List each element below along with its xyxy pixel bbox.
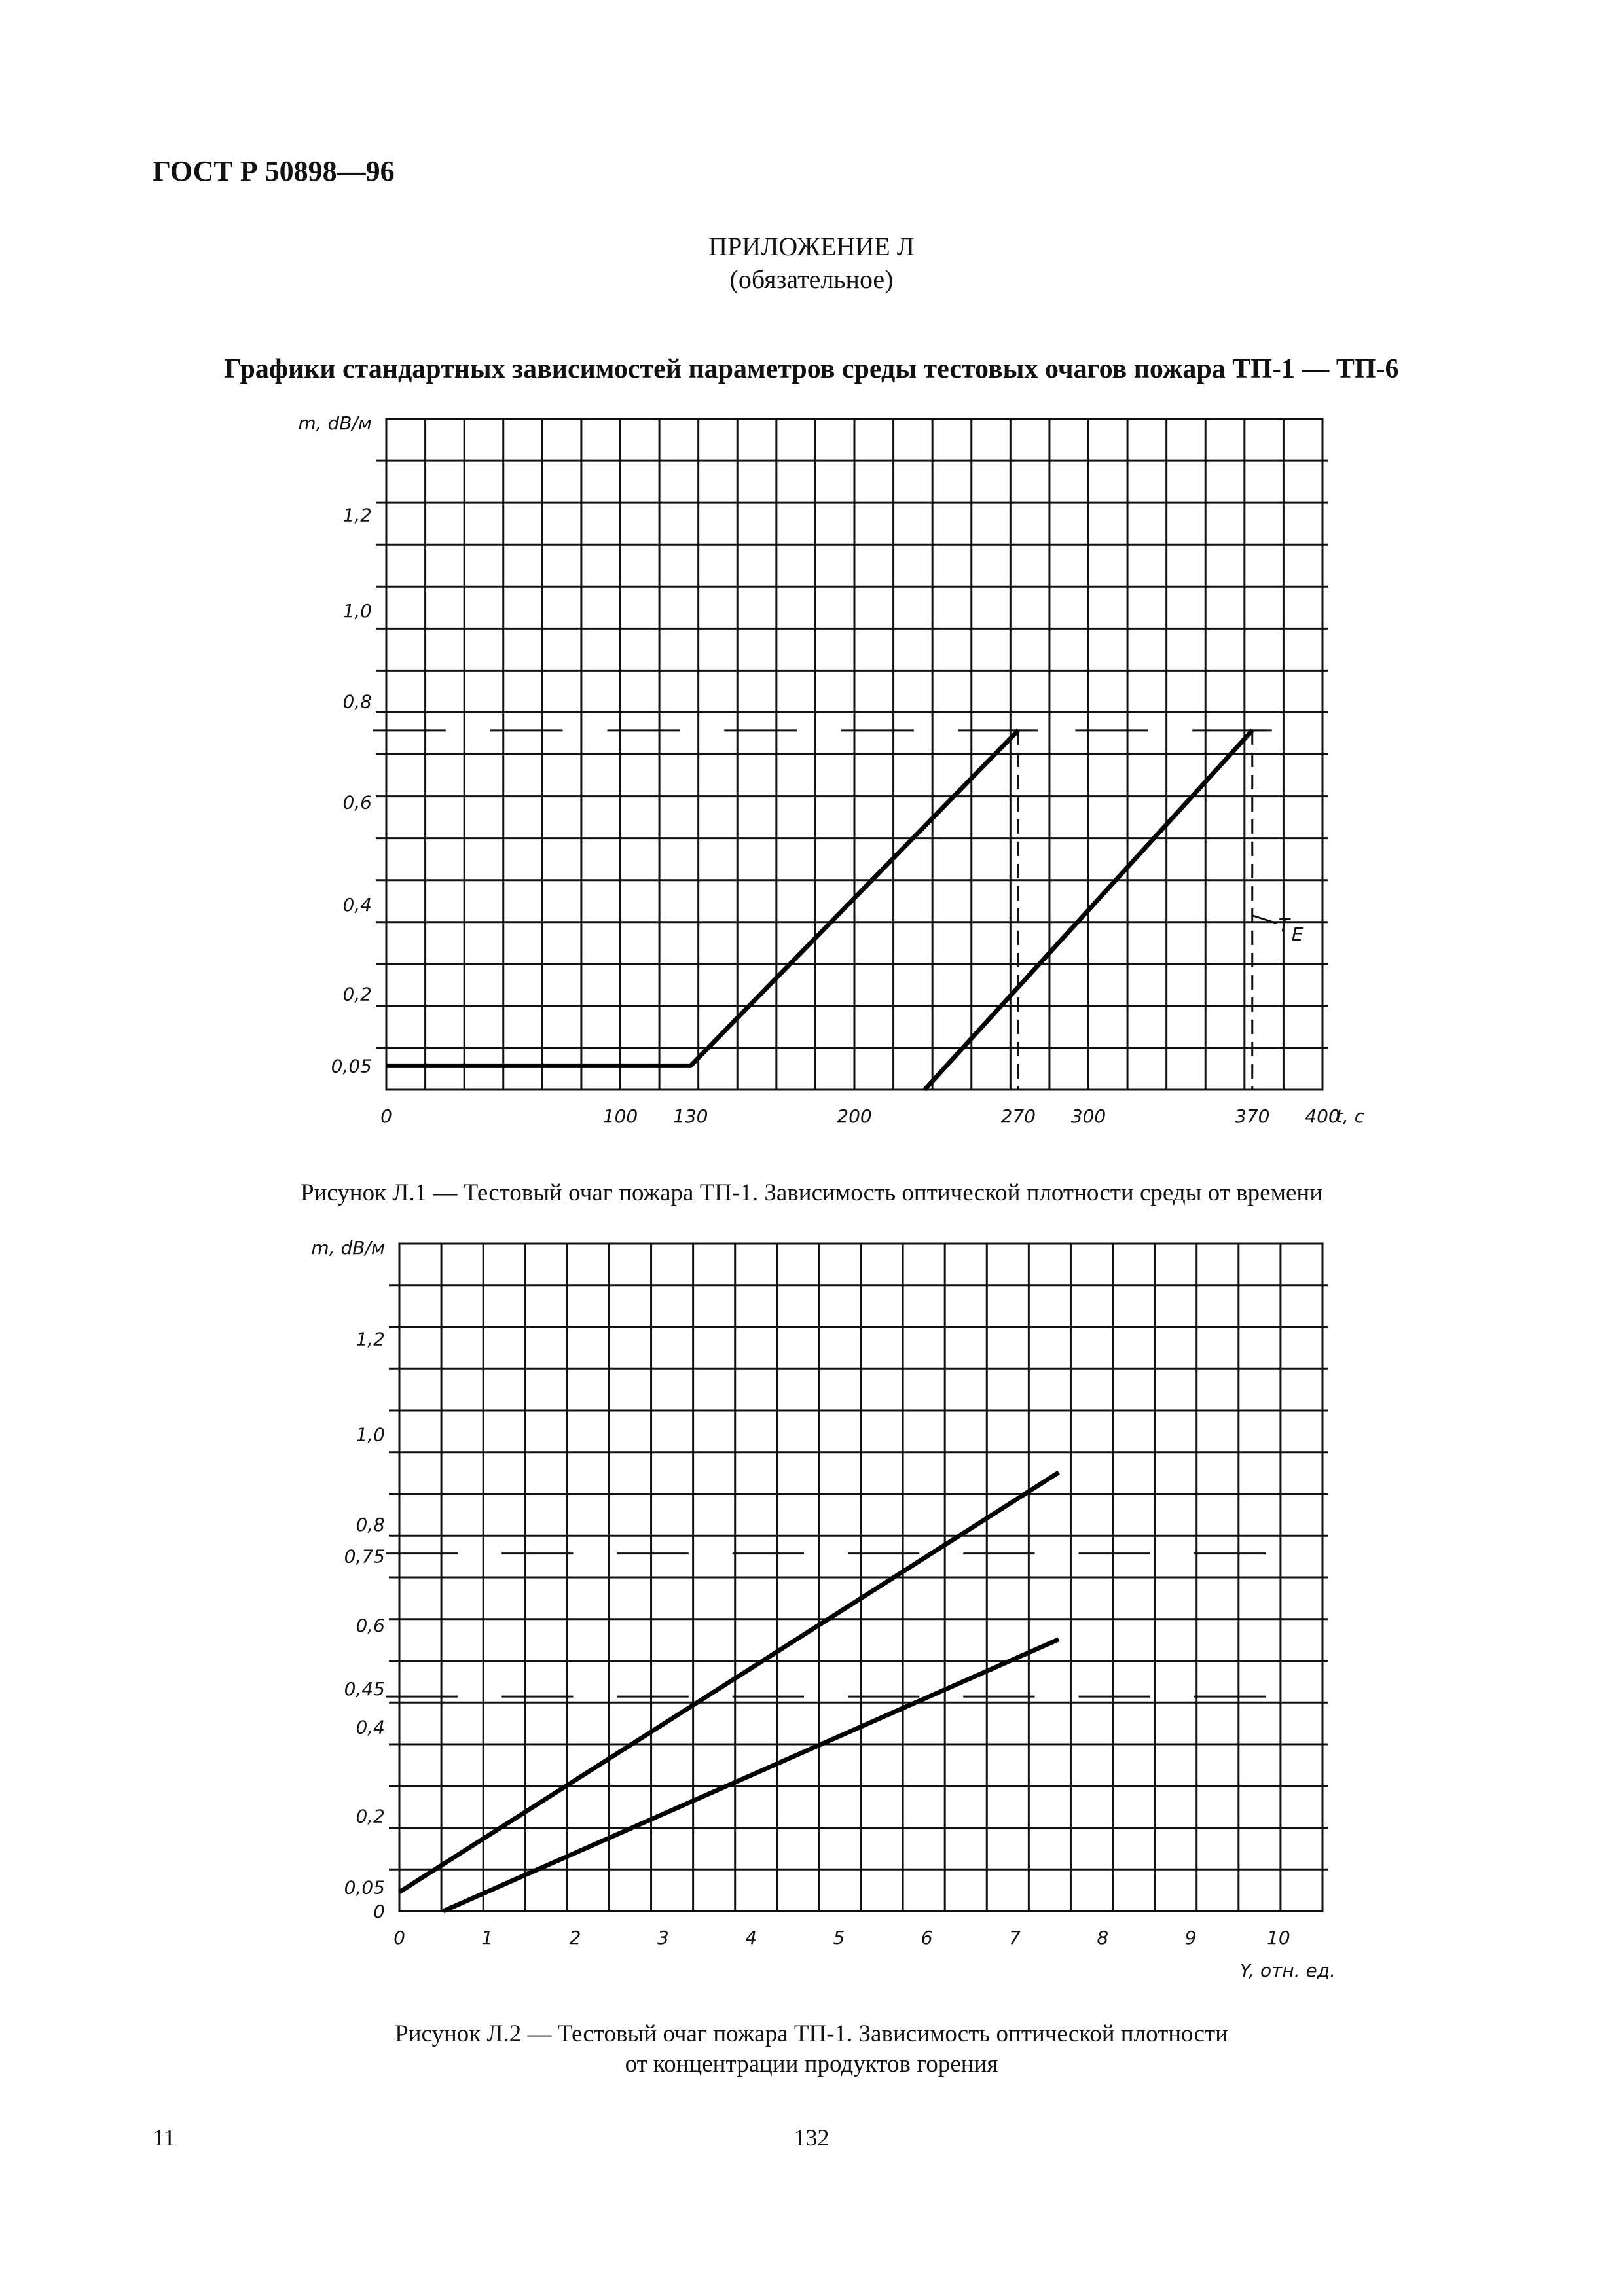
y-tick-label: 0,2	[356, 1805, 385, 1827]
appendix-heading	[0, 230, 1623, 296]
annotation-subscript: E	[1291, 923, 1304, 945]
x-tick-label: 10	[1267, 1927, 1290, 1948]
x-axis-label: Y, отн. ед.	[1239, 1960, 1336, 1981]
figure-l2-chart	[0, 1230, 1623, 1983]
y-tick-label: 0,8	[342, 691, 372, 713]
x-tick-label: 0	[393, 1927, 405, 1948]
x-tick-label: 100	[602, 1105, 638, 1127]
figure-l1-chart	[0, 406, 1623, 1145]
x-tick-label: 130	[673, 1105, 708, 1127]
figure-l2-caption	[0, 2019, 1623, 2079]
horizontal-grid	[389, 1285, 1328, 1870]
x-tick-label: 4	[745, 1927, 757, 1948]
y-tick-label: 0,05	[331, 1055, 372, 1077]
y-tick-label: 0,45	[344, 1678, 385, 1700]
figure-l2-caption-line2: от концентрации продуктов горения	[625, 2051, 998, 2077]
y-tick-label: 1,0	[342, 600, 372, 622]
x-tick-label: 8	[1097, 1927, 1109, 1948]
y-tick-label: 0,05	[344, 1876, 385, 1899]
x-tick-label: 5	[833, 1927, 845, 1948]
x-tick-label: 9	[1184, 1927, 1197, 1948]
y-tick-label: 0,75	[344, 1545, 385, 1568]
figure-l2-caption-line1: Рисунок Л.2 — Тестовый очаг пожара ТП-1. Зависимость оптической плотности	[395, 2020, 1228, 2047]
y-tick-label: 0,4	[356, 1716, 385, 1738]
y-axis-label: m, dB/м	[298, 412, 372, 434]
x-tick-label: 6	[921, 1927, 933, 1948]
y-tick-label: 0,8	[356, 1514, 385, 1536]
horizontal-grid	[376, 461, 1328, 1048]
x-tick-label: 3	[657, 1927, 669, 1948]
appendix-title: ПРИЛОЖЕНИЕ Л	[708, 232, 915, 261]
x-tick-label: 270	[1000, 1105, 1036, 1127]
y-axis-label: m, dB/м	[311, 1237, 385, 1259]
y-tick-label: 1,0	[356, 1424, 385, 1446]
x-tick-label: 200	[837, 1105, 872, 1127]
y-tick-label: 1,2	[356, 1328, 385, 1350]
sheet-number: 11	[153, 2125, 175, 2151]
x-tick-label: 7	[1009, 1927, 1021, 1948]
y-tick-label: 0,6	[356, 1614, 385, 1636]
x-tick-label: 1	[481, 1927, 494, 1948]
y-tick-label: 0,2	[342, 983, 372, 1005]
series-line-1	[386, 730, 1018, 1066]
y-tick-label: 0	[373, 1901, 385, 1922]
x-tick-label: 400	[1305, 1105, 1340, 1127]
x-tick-label: 0	[380, 1105, 392, 1127]
x-tick-label: 300	[1070, 1105, 1106, 1127]
page-number: 132	[793, 2125, 830, 2151]
x-tick-label: 370	[1235, 1105, 1270, 1127]
document-code: ГОСТ Р 50898—96	[153, 155, 395, 187]
y-tick-label: 0,6	[342, 791, 372, 814]
appendix-note: (обязательное)	[729, 264, 894, 294]
x-axis-label: t, c	[1336, 1105, 1365, 1127]
y-tick-label: 1,2	[342, 504, 372, 526]
annotation-label: T	[1278, 914, 1290, 936]
section-title: Графики стандартных зависимостей параметров среды тестовых очагов пожара ТП-1 — ТП-6	[224, 354, 1399, 384]
y-tick-label: 0,4	[342, 894, 372, 916]
figure-l1-caption: Рисунок Л.1 — Тестовый очаг пожара ТП-1. Зависимость оптической плотности среды от времени	[300, 1179, 1323, 1206]
annotation	[1252, 914, 1304, 945]
x-tick-label: 2	[569, 1927, 581, 1948]
